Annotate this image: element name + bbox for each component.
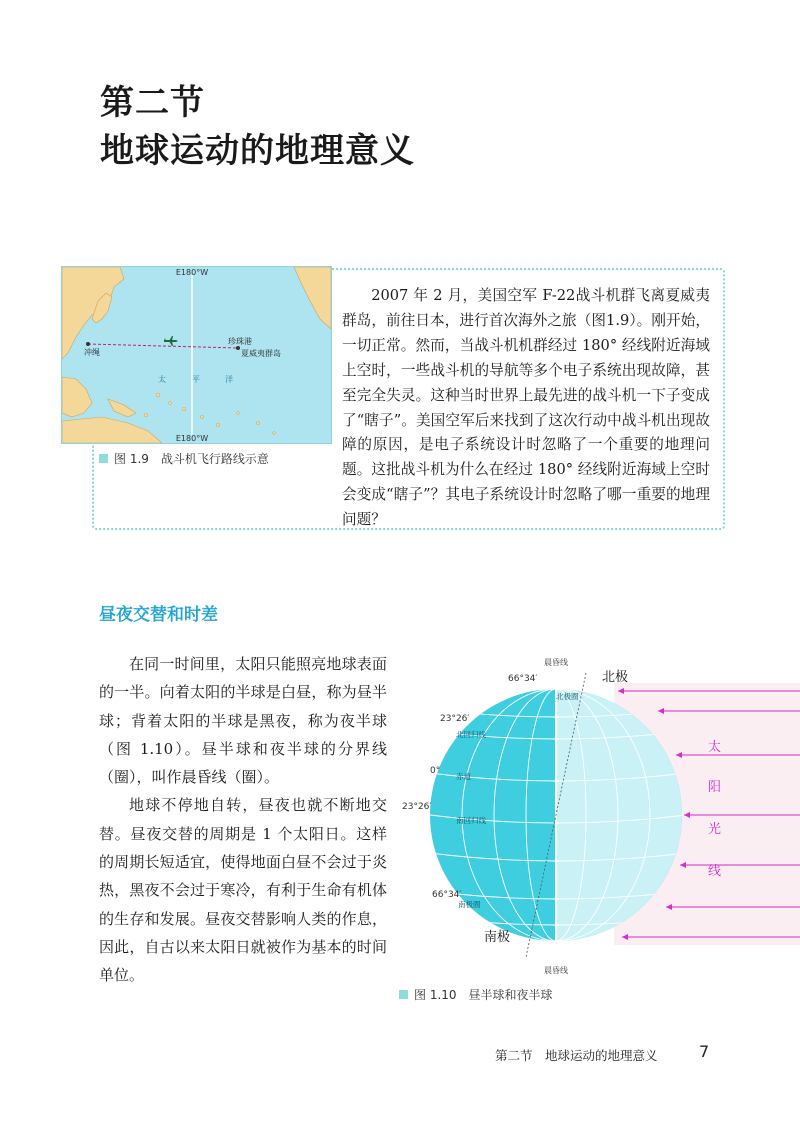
body-paragraph-1: 在同一时间里，太阳只能照亮地球表面的一半。向着太阳的半球是白昼，称为昼半球；背着太阳的半球是黑夜，称为夜半球（图 1.10）。昼半球和夜半球的分界线（圈），叫作晨昏线（圈）。 xyxy=(99,655,387,787)
intro-text xyxy=(342,284,710,533)
flight-route-line xyxy=(88,344,238,348)
caption-square-icon xyxy=(99,454,108,463)
map-svg xyxy=(62,267,331,443)
sunlight-char-4: 线 xyxy=(708,864,722,879)
ocean-char-2: 平 xyxy=(192,375,200,384)
equator-name: 赤道 xyxy=(456,772,471,781)
pacific-islands xyxy=(144,393,275,434)
page-number: 7 xyxy=(699,1042,710,1061)
caption-square-icon xyxy=(399,990,408,999)
tropic-s-degree: 23°26′ xyxy=(402,802,432,812)
sunlight-char-1: 太 xyxy=(708,740,722,755)
intro-paragraph: 2007 年 2 月，美国空军 F-22战斗机群飞离夏威夷群岛，前往日本，进行首次海外之旅（图1.9）。刚开始，一切正常。然而，当战斗机机群经过 180° 经线附近海域上空时，一些战斗机的导航等多个电子系统出现故障，甚至完全失灵。这种当时世界上最先进的战斗机一下子变成了“瞎子”。美国空军后来找到了这次行动中战斗机出现故障的原因，是电子系统设计时忽略了一个重要的地理问题。这批战斗机为什么在经过 180° 经线附近海域上空时会变成“瞎子”？其电子系统设计时忽略了哪一重要的地理问题？ xyxy=(342,287,710,529)
section-heading: 昼夜交替和时差 xyxy=(99,605,218,625)
arctic-name: 北极圈 xyxy=(556,692,579,701)
antarctic-degree: 66°34′ xyxy=(432,890,462,900)
arctic-degree: 66°34′ xyxy=(508,674,538,684)
america-land xyxy=(294,267,331,329)
ocean-char-1: 太 xyxy=(158,375,166,384)
hawaii-dot xyxy=(236,346,240,350)
okinawa-dot xyxy=(86,342,90,346)
section-number: 第二节 xyxy=(100,83,205,123)
page-title: 地球运动的地理意义 xyxy=(100,131,415,171)
figure-1-9-caption xyxy=(99,450,269,467)
tropic-n-name: 北回归线 xyxy=(456,730,486,739)
north-pole-label: 北极 xyxy=(602,670,629,685)
flight-route-map xyxy=(61,266,332,444)
equator-degree: 0° xyxy=(430,766,441,776)
terminator-bottom-label: 晨昏线 xyxy=(544,966,568,975)
pearl-harbor-label: 珍珠港 xyxy=(228,337,252,346)
map-bottom-label: E180°W xyxy=(175,434,209,443)
body-paragraph-2: 地球不停地自转，昼夜也就不断地交替。昼夜交替的周期是 1 个太阳日。这样的周期长短适宜，使得地面白昼不会过于炎热，黑夜不会过于寒冷，有利于生命有机体的生存和发展。昼夜交替影响人类的作息，因此，自古以来太阳日就被作为基本的时间单位。 xyxy=(99,796,387,985)
body-text xyxy=(99,650,387,990)
hawaii-label: 夏威夷群岛 xyxy=(241,349,281,358)
terminator-top-label: 晨昏线 xyxy=(544,658,568,667)
tropic-n-degree: 23°26′ xyxy=(440,714,470,724)
sunlight-char-2: 阳 xyxy=(708,780,722,795)
south-pole-label: 南极 xyxy=(484,930,511,945)
figure-1-10-caption xyxy=(399,986,553,1003)
globe-svg xyxy=(396,655,800,985)
map-top-label: E180°W xyxy=(175,268,209,277)
ocean-char-3: 洋 xyxy=(225,375,233,384)
airplane-icon xyxy=(164,336,178,346)
figure-1-10-caption-text: 图 1.10 昼半球和夜半球 xyxy=(414,988,553,1002)
sunlight-char-3: 光 xyxy=(708,822,722,837)
figure-1-9-caption-text: 图 1.9 战斗机飞行路线示意 xyxy=(114,452,269,466)
okinawa-label: 冲绳 xyxy=(84,348,100,357)
philippines-land xyxy=(62,377,92,417)
antarctic-name: 南极圈 xyxy=(458,900,481,909)
day-night-globe-figure xyxy=(396,655,800,985)
australia-land xyxy=(62,417,162,443)
running-footer: 第二节 地球运动的地理意义 xyxy=(495,1048,658,1063)
tropic-s-name: 南回归线 xyxy=(456,816,486,825)
new-guinea-land xyxy=(108,399,136,417)
